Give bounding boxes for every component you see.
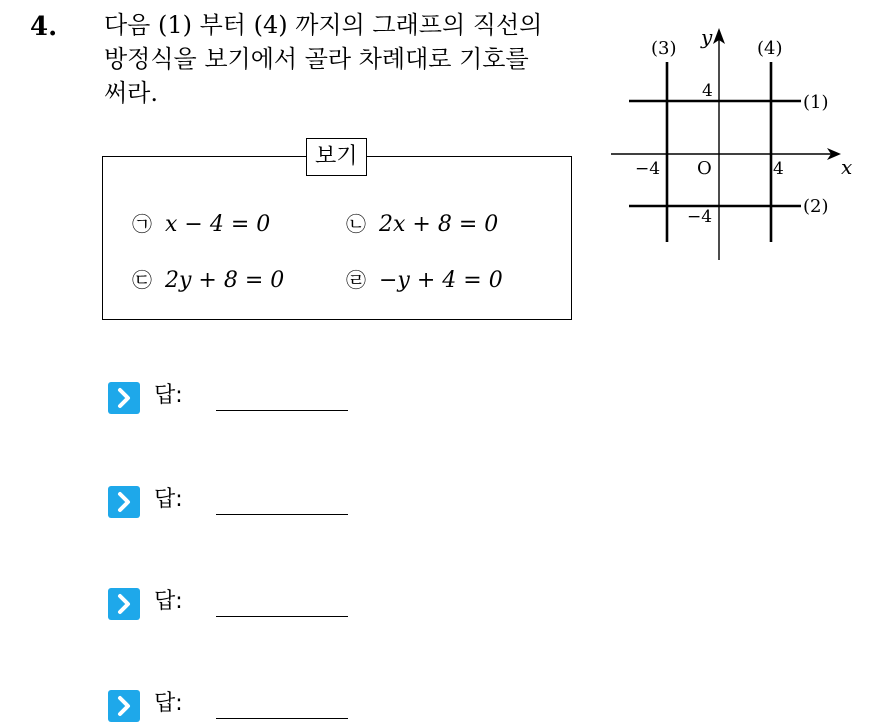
y-tick-label: −4 [687, 207, 713, 227]
question-number: 4. [30, 12, 58, 42]
chevron-right-icon [108, 486, 140, 518]
answer-label: 답: [154, 691, 183, 716]
choice-mark: ㉣ [346, 268, 366, 292]
line-label-3: (3) [651, 38, 677, 59]
answer-blank[interactable] [216, 616, 348, 617]
answer-label: 답: [154, 383, 183, 408]
line-label-1: (1) [803, 92, 829, 113]
x-tick-label: 4 [773, 159, 784, 179]
chevron-right-icon [108, 690, 140, 722]
question-text [104, 8, 584, 110]
chevron-right-icon [108, 382, 140, 414]
origin-label: O [697, 158, 712, 179]
choice-expression: −y + 4 = 0 [379, 268, 503, 293]
choice-a [132, 208, 270, 237]
choice-expression: 2x + 8 = 0 [379, 212, 499, 237]
y-tick-label: 4 [702, 81, 713, 101]
choice-d [346, 264, 503, 293]
line-label-2: (2) [803, 196, 829, 217]
bogi-box [102, 156, 572, 320]
coordinate-graph [605, 22, 855, 272]
question-line: 써라. [104, 79, 158, 107]
chevron-right-icon [108, 588, 140, 620]
choice-expression: 2y + 8 = 0 [165, 268, 285, 293]
choice-mark: ㉡ [346, 212, 366, 236]
y-axis-label: y [701, 25, 713, 49]
answer-label: 답: [154, 487, 183, 512]
choice-expression: x − 4 = 0 [165, 212, 271, 237]
x-tick-label: −4 [635, 159, 661, 179]
answer-blank[interactable] [216, 514, 348, 515]
answer-blank[interactable] [216, 410, 348, 411]
question-line: 방정식을 보기에서 골라 차례대로 기호를 [104, 45, 529, 73]
choice-mark: ㉠ [132, 212, 152, 236]
answer-blank[interactable] [216, 718, 348, 719]
bogi-title: 보기 [306, 138, 367, 176]
choice-b [346, 208, 498, 237]
choice-mark: ㉢ [132, 268, 152, 292]
answer-label: 답: [154, 589, 183, 614]
line-label-4: (4) [757, 38, 783, 59]
question-line: 다음 (1) 부터 (4) 까지의 그래프의 직선의 [104, 11, 543, 39]
x-axis-label: x [841, 155, 853, 179]
choice-c [132, 264, 284, 293]
